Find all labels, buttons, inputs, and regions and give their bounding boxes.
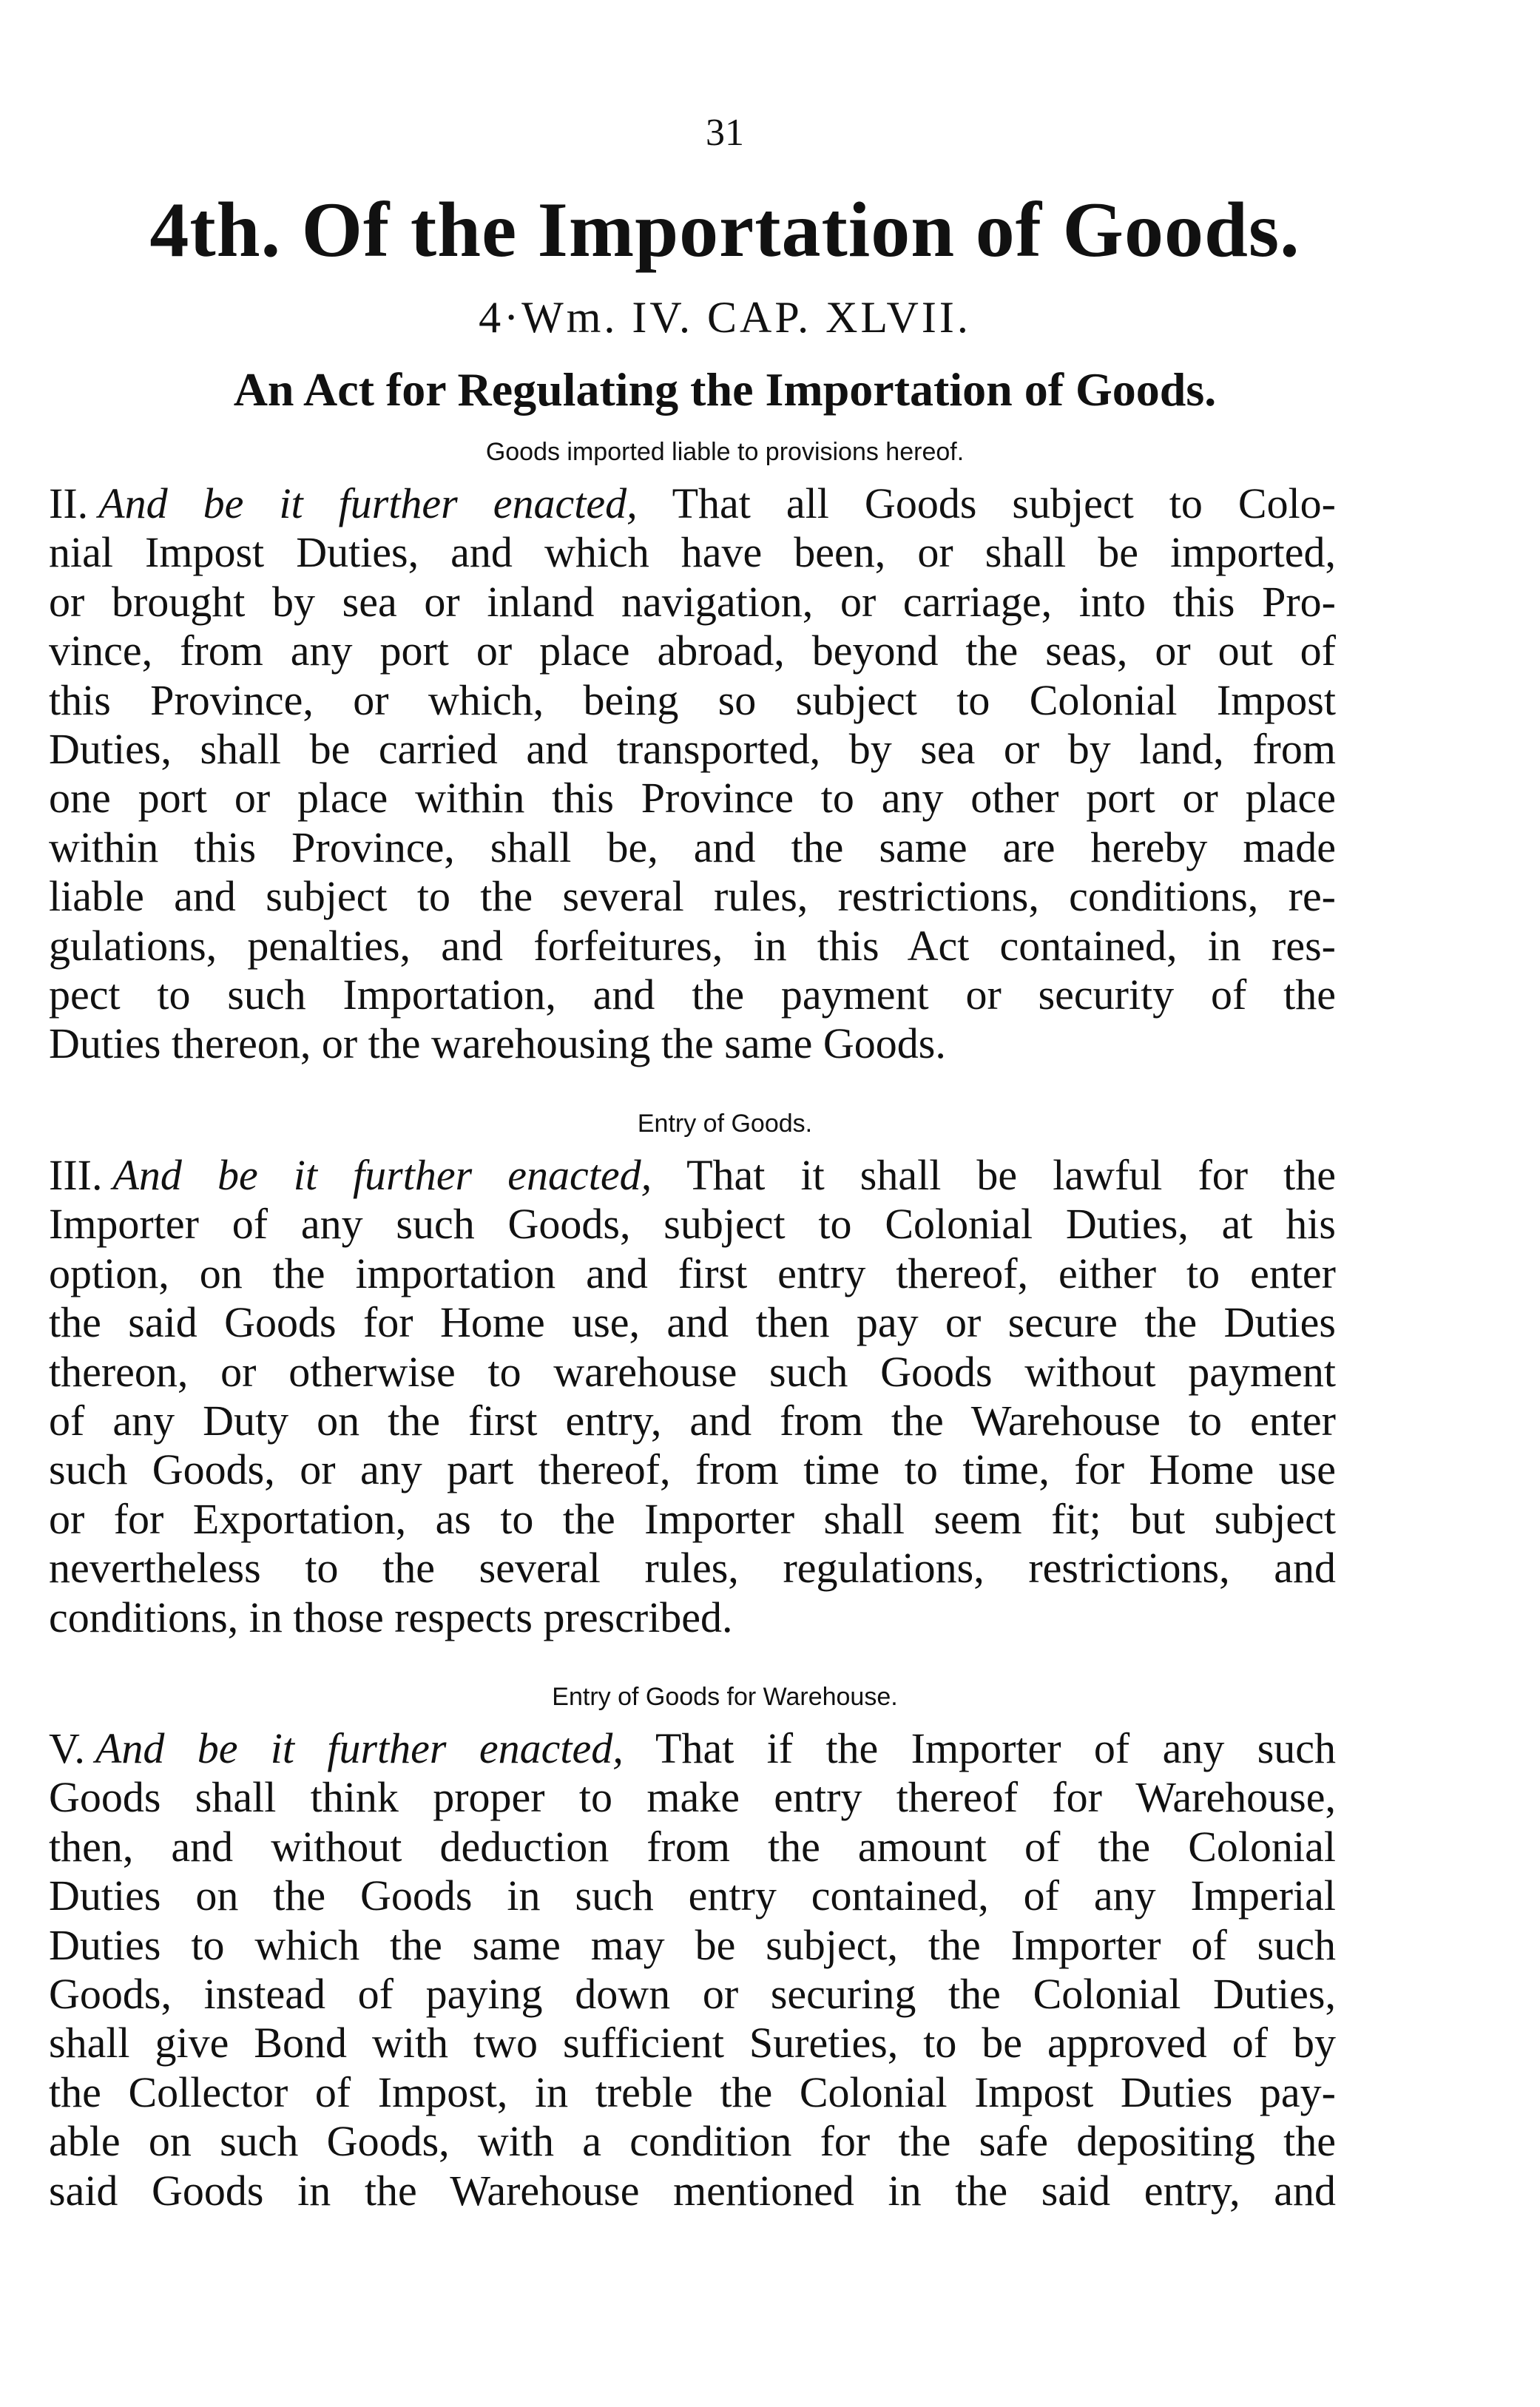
chapter-citation: 4·Wm. IV. CAP. XLVII.	[479, 293, 971, 342]
text-line: then, and without deduction from the amount of the Colonial	[49, 1822, 1336, 1871]
text-line: thereon, or otherwise to warehouse such Goods without payment	[49, 1347, 1336, 1396]
text-line: the said Goods for Home use, and then pay or secure the Duties	[49, 1298, 1336, 1347]
marginal-note: Entry of Goods.	[637, 1110, 813, 1138]
text-line: Duties thereon, or the warehousing the same Goods.	[49, 1019, 946, 1068]
text-line: vince, from any port or place abroad, beyond the seas, or out of	[49, 627, 1336, 675]
text-line: such Goods, or any part thereof, from time to time, for Home use	[49, 1445, 1336, 1494]
text-line: of any Duty on the first entry, and from the Warehouse to enter	[49, 1396, 1336, 1445]
section-title: 4th. Of the Importation of Goods.	[149, 186, 1300, 273]
text-line: or brought by sea or inland navigation, or carriage, into this Pro-	[49, 577, 1336, 626]
act-title: An Act for Regulating the Importation of Goods.	[233, 363, 1217, 416]
text-line: this Province, or which, being so subject to Colonial Impost	[49, 675, 1336, 724]
text-line: Goods shall think proper to make entry thereof for Warehouse,	[49, 1773, 1336, 1822]
text-line: one port or place within this Province to any other port or place	[49, 774, 1336, 823]
paragraph-first-line	[49, 1724, 1336, 1773]
section-number: V.	[49, 1724, 85, 1772]
section-number: III.	[49, 1151, 103, 1199]
text-line: Duties, shall be carried and transported, by sea or by land, from	[49, 724, 1336, 773]
text-line: liable and subject to the several rules, restrictions, conditions, re-	[49, 872, 1336, 921]
text-line: gulations, penalties, and forfeitures, in this Act contained, in res-	[49, 921, 1336, 970]
paragraph	[49, 479, 1336, 1069]
text-line: Importer of any such Goods, subject to Colonial Duties, at his	[49, 1200, 1336, 1249]
text-line: or for Exportation, as to the Importer shall seem fit; but subject	[49, 1494, 1336, 1543]
text-line: nial Impost Duties, and which have been, or shall be imported,	[49, 528, 1336, 577]
section-number: II.	[49, 479, 89, 527]
paragraph	[49, 1151, 1336, 1642]
line-text: That if the Importer of any such	[655, 1724, 1337, 1772]
text-line: shall give Bond with two sufficient Sureties, to be approved of by	[49, 2019, 1336, 2067]
text-line: said Goods in the Warehouse mentioned in the said entry, and	[49, 2166, 1336, 2215]
line-text: That it shall be lawful for the	[686, 1151, 1337, 1199]
text-line: nevertheless to the several rules, regulations, restrictions, and	[49, 1544, 1336, 1593]
marginal-note: Goods imported liable to provisions hereof.	[485, 438, 965, 466]
marginal-note: Entry of Goods for Warehouse.	[552, 1683, 898, 1711]
line-text: That all Goods subject to Colo-	[672, 479, 1336, 527]
text-line: Duties to which the same may be subject, the Importer of such	[49, 1920, 1336, 1969]
paragraph-first-line	[49, 479, 1336, 528]
text-line: the Collector of Impost, in treble the Colonial Impost Duties pay-	[49, 2067, 1336, 2116]
enacting-clause: And be it further enacted,	[95, 1724, 624, 1772]
text-line: option, on the importation and first entry thereof, either to enter	[49, 1249, 1336, 1297]
text-line: Duties on the Goods in such entry contained, of any Imperial	[49, 1871, 1336, 1920]
paragraph	[49, 1724, 1336, 2215]
text-line: within this Province, shall be, and the same are hereby made	[49, 823, 1336, 871]
paragraph-first-line	[49, 1151, 1336, 1200]
text-line: conditions, in those respects prescribed.	[49, 1593, 733, 1641]
text-line: Goods, instead of paying down or securing the Colonial Duties,	[49, 1969, 1336, 2018]
enacting-clause: And be it further enacted,	[98, 479, 638, 527]
page-number: 31	[706, 112, 744, 154]
text-line: pect to such Importation, and the payment or security of the	[49, 970, 1336, 1019]
enacting-clause: And be it further enacted,	[112, 1151, 652, 1199]
text-line: able on such Goods, with a condition for the safe depositing the	[49, 2117, 1336, 2166]
